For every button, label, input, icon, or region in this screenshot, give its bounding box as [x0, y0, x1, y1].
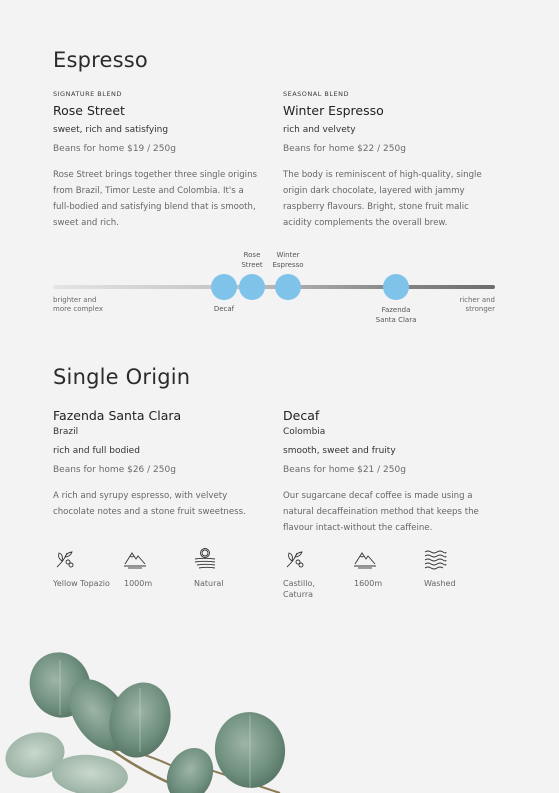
origin-name: Fazenda Santa Clara: [53, 408, 182, 423]
espresso-heading: Espresso: [53, 48, 148, 72]
blend-price: Beans for home $19 / 250g: [53, 144, 176, 154]
mountain-icon: [123, 547, 147, 571]
origin-price: Beans for home $26 / 250g: [53, 465, 176, 475]
scale-dot-decaf: [211, 274, 237, 300]
blend-taste: rich and velvety: [283, 125, 356, 135]
scale-point-label: Winter Espresso: [272, 251, 304, 269]
blend-eyebrow: SIGNATURE BLEND: [53, 90, 122, 98]
origin-price: Beans for home $21 / 250g: [283, 465, 406, 475]
fact-label: 1600m: [354, 579, 383, 588]
coffee-plant-icon: [53, 547, 77, 571]
origin-taste: rich and full bodied: [53, 446, 140, 456]
water-waves-icon: [423, 547, 447, 571]
blend-taste: sweet, rich and satisfying: [53, 125, 169, 135]
scale-point-label: Rose Street: [241, 251, 263, 269]
origin-name: Decaf: [283, 408, 320, 423]
origin-country: Colombia: [283, 427, 326, 437]
scale-point-label: Fazenda Santa Clara: [375, 306, 417, 324]
coffee-plant-icon: [283, 547, 307, 571]
fact-label: Yellow Topazio: [53, 579, 110, 588]
scale-point-label: Decaf: [213, 305, 235, 313]
blend-price: Beans for home $22 / 250g: [283, 144, 406, 154]
scale-dot-rose-street: [239, 274, 265, 300]
fact-label: Castillo, Caturra: [283, 579, 315, 599]
blend-description: The body is reminiscent of high-quality, single origin dark chocolate, layered with jammy raspberry flavours. Bright, stone fruit malic acidity complements the overall brew.: [283, 170, 482, 228]
origin-description: A rich and syrupy espresso, with velvety chocolate notes and a stone fruit sweetness.: [53, 491, 246, 517]
scale-dot-fazenda-santa-clara: [383, 274, 409, 300]
mountain-icon: [353, 547, 377, 571]
fact-label: Natural: [194, 579, 224, 588]
origin-country: Brazil: [53, 427, 79, 437]
blend-name: Winter Espresso: [283, 103, 384, 118]
scale-left-label: brighter and more complex: [53, 296, 104, 313]
origin-description: Our sugarcane decaf coffee is made using a natural decaffeination method that keeps the flavour intact-without the caffeine.: [283, 491, 479, 533]
scale-dot-winter-espresso: [275, 274, 301, 300]
blend-name: Rose Street: [53, 103, 125, 118]
flavour-scale-bar: [53, 285, 495, 289]
single-origin-heading: Single Origin: [53, 365, 191, 389]
fact-label: 1000m: [124, 579, 153, 588]
sun-field-icon: [193, 547, 217, 571]
blend-description: Rose Street brings together three single origins from Brazil, Timor Leste and Colombia. It's a full-bodied and satisfying blend that is smooth, sweet and rich.: [53, 170, 257, 228]
fact-label: Washed: [424, 579, 456, 588]
scale-right-label: richer and stronger: [459, 296, 495, 313]
blend-eyebrow: SEASONAL BLEND: [283, 90, 349, 98]
origin-taste: smooth, sweet and fruity: [283, 446, 396, 456]
eucalyptus-leaves-decoration: [0, 640, 300, 793]
